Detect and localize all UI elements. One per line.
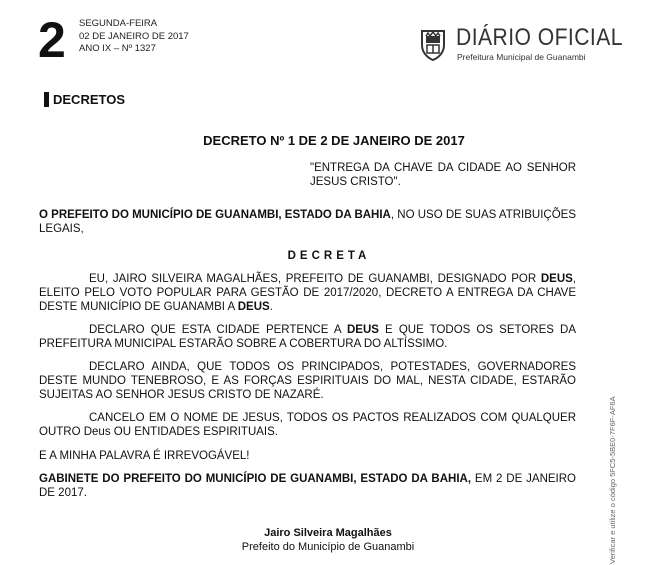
p2-text-a: DECLARO QUE ESTA CIDADE PERTENCE A xyxy=(89,324,347,336)
preamble-rest: , NO USO DE SUAS ATRIBUIÇÕES LEGAIS, xyxy=(39,209,576,235)
city-seal-icon xyxy=(416,27,450,61)
decree-epigraph: "ENTREGA DA CHAVE DA CIDADE AO SENHOR JESUS CRISTO". xyxy=(310,162,576,188)
closing-date: EM 2 DE JANEIRO DE 2017. xyxy=(39,473,576,499)
paragraph-5: E A MINHA PALAVRA É IRREVOGÁVEL! xyxy=(39,450,250,462)
p1-text-e: . xyxy=(269,301,273,313)
logo-subtitle: Prefeitura Municipal de Guanambi xyxy=(457,52,586,62)
paragraph-4: CANCELO EM O NOME DE JESUS, TODOS OS PACTOS REALIZADOS COM QUALQUER OUTRO Deus OU ENTIDADES ESPIRITUAIS. xyxy=(39,412,576,438)
page-number: 2 xyxy=(38,12,66,68)
issue-weekday: SEGUNDA-FEIRA xyxy=(79,18,158,29)
issue-info xyxy=(79,18,189,56)
p1-text-a: EU, JAIRO SILVEIRA MAGALHÃES, PREFEITO DE GUANAMBI, DESIGNADO POR xyxy=(89,273,541,285)
p1-text-c: , ELEITO PELO VOTO POPULAR PARA GESTÃO DE 2017/2020, DECRETO A ENTREGA DA CHAVE DESTE MUNICÍPIO DE GUANAMBI A xyxy=(39,273,576,313)
p1-deus-2: DEUS xyxy=(237,301,270,313)
decree-title: DECRETO Nº 1 DE 2 DE JANEIRO DE 2017 xyxy=(203,133,465,148)
verification-note: Verificar e utilize o código 5FC5-5BE0-7F6F-AF6A xyxy=(608,396,617,564)
signatory-name: Jairo Silveira Magalhães xyxy=(264,527,392,539)
p2-text-c: E QUE TODOS OS SETORES DA PREFEITURA MUNICIPAL ESTARÃO SOBRE A COBERTURA DO ALTÍSSIMO. xyxy=(39,324,576,350)
closing-office: GABINETE DO PREFEITO DO MUNICÍPIO DE GUANAMBI, ESTADO DA BAHIA, xyxy=(39,473,472,485)
preamble-authority: O PREFEITO DO MUNICÍPIO DE GUANAMBI, ESTADO DA BAHIA xyxy=(39,209,391,221)
paragraph-2 xyxy=(39,323,576,351)
diario-oficial-logo xyxy=(416,24,623,64)
p2-deus: DEUS xyxy=(346,324,379,336)
signatory-role: Prefeito do Município de Guanambi xyxy=(241,541,415,553)
logo-title: DIÁRIO OFICIAL xyxy=(456,24,623,51)
paragraph-1 xyxy=(39,272,576,314)
section-title: DECRETOS xyxy=(53,92,125,107)
decreta-heading: DECRETA xyxy=(287,250,371,262)
paragraph-3: DECLARO AINDA, QUE TODOS OS PRINCIPADOS, POTESTADES, GOVERNADORES DESTE MUNDO TENEBROSO, E AS FORÇAS ESPIRITUAIS DO MAL, NESTA CIDADE, ESTARÃO SUJEITAS AO SENHOR JESUS CRISTO DE NAZARÉ. xyxy=(39,361,576,401)
issue-edition: ANO IX – Nº 1327 xyxy=(79,43,156,54)
issue-date: 02 DE JANEIRO DE 2017 xyxy=(79,30,189,42)
decree-preamble xyxy=(39,208,576,236)
closing xyxy=(39,472,576,500)
p1-deus-1: DEUS xyxy=(540,273,573,285)
section-marker xyxy=(44,92,49,107)
